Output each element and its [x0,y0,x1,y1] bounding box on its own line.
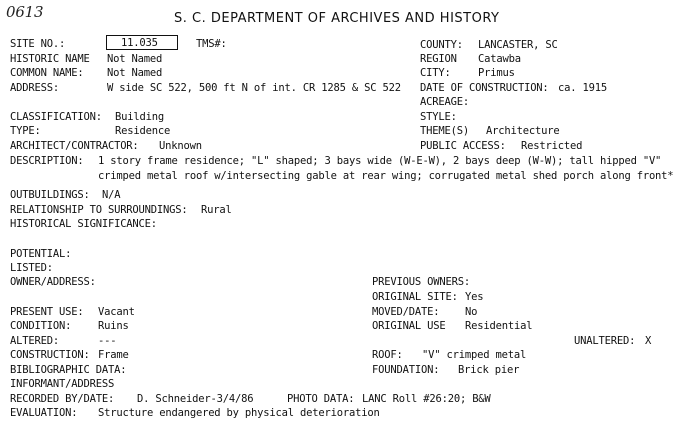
date-of-construction-value: ca. 1915 [558,82,607,94]
original-use-label: ORIGINAL USE [372,320,446,332]
foundation-value: Brick pier [458,364,520,376]
moved-date-label: MOVED/DATE: [372,306,440,318]
present-use-label: PRESENT USE: [10,306,84,318]
evaluation-label: EVALUATION: [10,407,78,419]
condition-label: CONDITION: [10,320,72,332]
county-label: COUNTY: [420,39,463,51]
architect-value: Unknown [159,140,202,152]
potential-label: POTENTIAL: [10,248,72,260]
roof-value: "V" crimped metal [422,349,527,361]
informant-address-label: INFORMANT/ADDRESS [10,378,115,390]
relationship-label: RELATIONSHIP TO SURROUNDINGS: [10,204,188,216]
handwritten-record-id: 0613 [6,3,44,21]
themes-value: Architecture [486,125,560,137]
site-no-value: 11.035 [121,37,158,49]
photo-data-value: LANC Roll #26:20; B&W [362,393,491,405]
historic-name-value: Not Named [107,53,163,65]
unaltered-value: X [645,335,652,347]
outbuildings-value: N/A [102,189,121,201]
condition-value: Ruins [98,320,129,332]
relationship-value: Rural [201,204,232,216]
acreage-label: ACREAGE: [420,96,469,108]
historical-significance-label: HISTORICAL SIGNIFICANCE: [10,218,157,230]
altered-label: ALTERED: [10,335,59,347]
original-site-value: Yes [465,291,484,303]
original-use-value: Residential [465,320,533,332]
public-access-label: PUBLIC ACCESS: [420,140,506,152]
unaltered-label: UNALTERED: [574,335,636,347]
description-line-2: crimped metal roof w/intersecting gable at rear wing; corrugated metal shed porch along front* [98,170,674,182]
outbuildings-label: OUTBUILDINGS: [10,189,90,201]
roof-label: ROOF: [372,349,403,361]
construction-label: CONSTRUCTION: [10,349,90,361]
evaluation-value: Structure endangered by physical deterioration [98,407,380,419]
foundation-label: FOUNDATION: [372,364,440,376]
header-title: S. C. DEPARTMENT OF ARCHIVES AND HISTORY [174,11,500,26]
recorded-by-label: RECORDED BY/DATE: [10,393,115,405]
description-line-1: 1 story frame residence; "L" shaped; 3 bays wide (W-E-W), 2 bays deep (W-W); tall hipped "V" [98,155,662,167]
date-of-construction-label: DATE OF CONSTRUCTION: [420,82,549,94]
listed-label: LISTED: [10,262,53,274]
previous-owners-label: PREVIOUS OWNERS: [372,276,470,288]
city-label: CITY: [420,67,451,79]
photo-data-label: PHOTO DATA: [287,393,355,405]
site-no-label: SITE NO.: [10,38,66,50]
description-label: DESCRIPTION: [10,155,84,167]
original-site-label: ORIGINAL SITE: [372,291,458,303]
altered-value: --- [98,335,117,347]
recorded-by-value: D. Schneider-3/4/86 [137,393,254,405]
public-access-value: Restricted [521,140,583,152]
common-name-value: Not Named [107,67,163,79]
tms-label: TMS#: [196,38,227,50]
region-value: Catawba [478,53,521,65]
address-label: ADDRESS: [10,82,59,94]
architect-label: ARCHITECT/CONTRACTOR: [10,140,139,152]
region-label: REGION [420,53,457,65]
address-value: W side SC 522, 500 ft N of int. CR 1285 & SC 522 [107,82,401,94]
bibliographic-data-label: BIBLIOGRAPHIC DATA: [10,364,127,376]
type-value: Residence [115,125,171,137]
classification-label: CLASSIFICATION: [10,111,102,123]
construction-value: Frame [98,349,129,361]
moved-date-value: No [465,306,478,318]
classification-value: Building [115,111,164,123]
type-label: TYPE: [10,125,41,137]
present-use-value: Vacant [98,306,135,318]
common-name-label: COMMON NAME: [10,67,84,79]
owner-address-label: OWNER/ADDRESS: [10,276,96,288]
historic-name-label: HISTORIC NAME [10,53,90,65]
themes-label: THEME(S) [420,125,469,137]
city-value: Primus [478,67,515,79]
county-value: LANCASTER, SC [478,39,558,51]
style-label: STYLE: [420,111,457,123]
